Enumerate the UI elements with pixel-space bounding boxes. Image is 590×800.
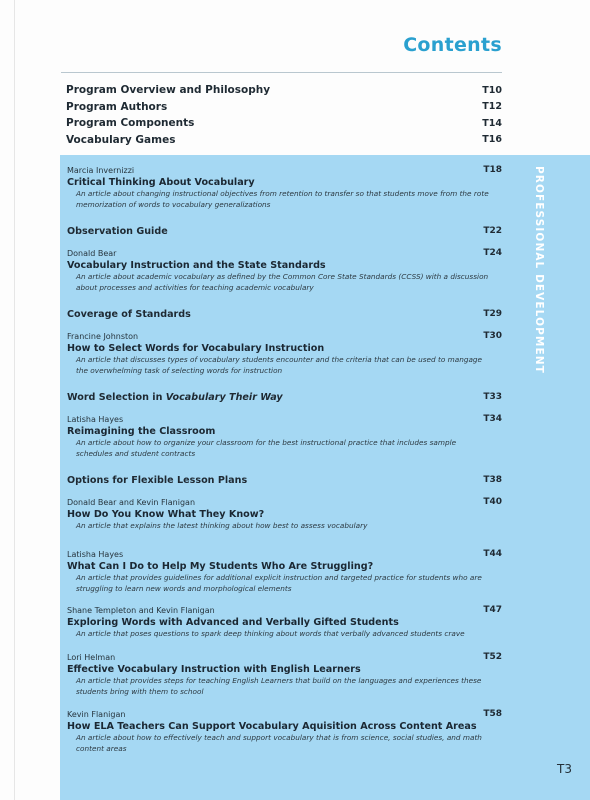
entry-page: T22 (483, 226, 502, 236)
entry-author: Donald Bear and Kevin Flanigan (67, 498, 196, 507)
entry-page: T47 (483, 605, 502, 615)
entry-title: Options for Flexible Lesson Plans (67, 475, 248, 486)
entry-title: Vocabulary Instruction and the State Standards (67, 260, 326, 271)
toc-label: Vocabulary Games (66, 133, 176, 146)
entry-title: How to Select Words for Vocabulary Instruction (67, 343, 325, 354)
entry-description: An article about how to effectively teach and support vocabulary that is from science, social studies, and math content areas (76, 733, 482, 753)
binding-edge (14, 0, 15, 800)
toc-entry[interactable] (67, 225, 502, 238)
entry-description: An article that poses questions to spark deep thinking about words that verbally advanced students crave (76, 629, 465, 638)
entry-author: Shane Templeton and Kevin Flanigan (67, 606, 215, 615)
entry-title: Coverage of Standards (67, 309, 191, 320)
entry-title-italic: Vocabulary Their Way (165, 392, 283, 403)
entry-description: An article about how to organize your classroom for the best instructional practice that includes sample schedules and student contracts (76, 438, 457, 458)
entry-author: Donald Bear (67, 249, 117, 258)
entry-page: T34 (483, 414, 502, 424)
section-side-label: PROFESSIONAL DEVELOPMENT (533, 166, 545, 374)
entry-title: Critical Thinking About Vocabulary (67, 177, 255, 188)
entry-description: An article about academic vocabulary as defined by the Common Core State Standards (CCSS) with a discussion about processes and activities for teaching academic vocabulary (76, 272, 489, 292)
toc-row[interactable] (66, 115, 502, 132)
entry-page: T18 (483, 165, 502, 175)
entry-page: T29 (483, 309, 502, 319)
entry-page: T52 (483, 652, 502, 662)
entry-page: T44 (483, 549, 502, 559)
toc-page: T14 (482, 117, 502, 129)
toc-page: T10 (482, 84, 502, 96)
toc-page: T12 (482, 101, 502, 113)
toc-row[interactable] (66, 132, 502, 149)
toc-row[interactable] (66, 82, 502, 99)
entry-page: T38 (483, 475, 502, 485)
entry-title: Effective Vocabulary Instruction with English Learners (67, 664, 361, 675)
entry-title: What Can I Do to Help My Students Who Are Struggling? (67, 561, 374, 572)
program-list (66, 82, 502, 148)
toc-page: T16 (482, 134, 502, 146)
toc-entry[interactable] (67, 549, 502, 594)
entry-description: An article that discusses types of vocabulary students encounter and the criteria that can be used to mangage the overwhelming task of selecting words for instruction (76, 355, 483, 375)
entry-page: T58 (483, 709, 502, 719)
entry-title: Reimagining the Classroom (67, 426, 216, 437)
entry-author: Latisha Hayes (67, 415, 124, 424)
entry-page: T40 (483, 497, 502, 507)
entry-title: Observation Guide (67, 226, 168, 237)
entry-author: Francine Johnston (67, 332, 139, 341)
entry-title: Exploring Words with Advanced and Verbally Gifted Students (67, 617, 399, 628)
entry-page: T30 (483, 331, 502, 341)
toc-entry[interactable] (67, 652, 502, 697)
title-rule (61, 72, 502, 73)
toc-label: Program Components (66, 117, 195, 130)
entry-description: An article about changing instructional objectives from retention to transfer so that students move from the rote memorization of words to vocabulary generalizations (76, 189, 489, 209)
toc-entry[interactable] (67, 391, 502, 404)
toc-entry[interactable] (67, 605, 502, 640)
entry-page: T33 (483, 392, 502, 402)
entry-author: Marcia Invernizzi (67, 166, 135, 175)
toc-row[interactable] (66, 99, 502, 116)
toc-entry[interactable] (67, 331, 502, 376)
toc-entry[interactable] (67, 308, 502, 321)
page-title: Contents (403, 34, 502, 56)
entry-title: How Do You Know What They Know? (67, 509, 265, 520)
toc-entry[interactable] (67, 497, 502, 532)
entry-description: An article that provides steps for teaching English Learners that build on the languages and experiences these students bring with them to school (76, 676, 482, 696)
toc-entry[interactable] (67, 165, 502, 210)
toc-label: Program Authors (66, 100, 168, 113)
toc-entry[interactable] (67, 474, 502, 487)
toc-entry[interactable] (67, 709, 502, 754)
toc-entry[interactable] (67, 414, 502, 459)
toc-label: Program Overview and Philosophy (66, 84, 271, 97)
page-number: T3 (557, 762, 572, 776)
entry-page: T24 (483, 248, 502, 258)
entry-title: How ELA Teachers Can Support Vocabulary Aquisition Across Content Areas (67, 721, 477, 732)
toc-entry[interactable] (67, 248, 502, 293)
entry-description: An article that explains the latest thinking about how best to assess vocabulary (76, 521, 368, 530)
entry-description: An article that provides guidelines for additional explicit instruction and targeted practice for students who are struggling to learn new words and morphological elements (76, 573, 482, 593)
entry-author: Kevin Flanigan (67, 710, 126, 719)
entry-author: Lori Helman (67, 653, 116, 662)
entry-author: Latisha Hayes (67, 550, 124, 559)
entry-title: Word Selection in (67, 392, 163, 403)
